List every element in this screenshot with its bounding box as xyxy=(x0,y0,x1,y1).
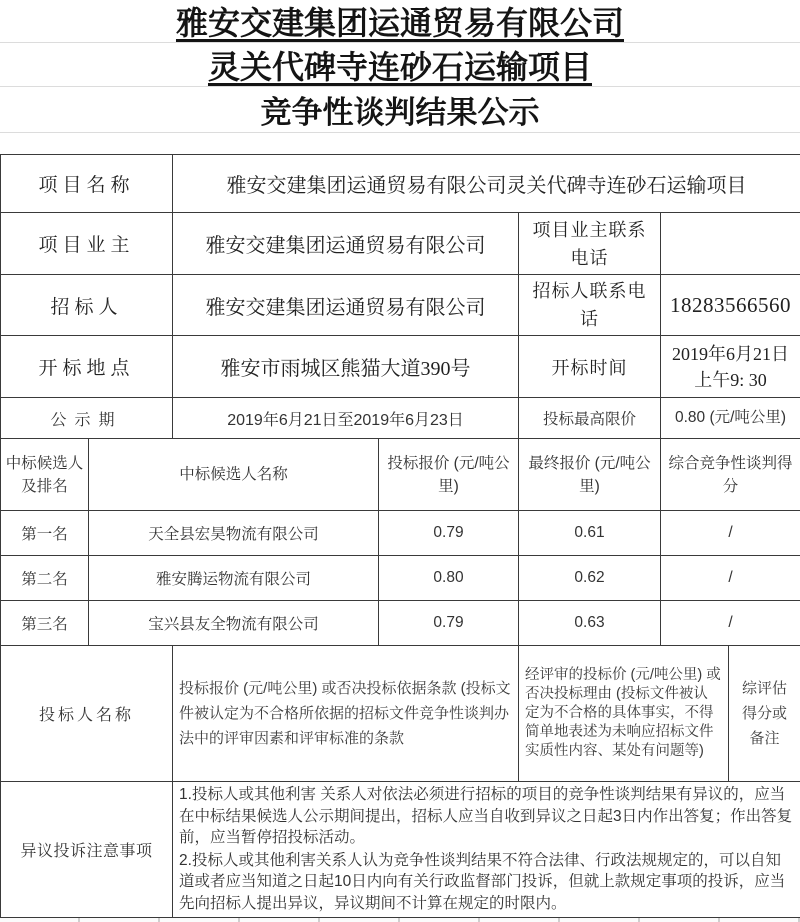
page-title-line-2 xyxy=(0,43,800,87)
info-row-label: 公示期 xyxy=(1,398,173,439)
candidate-row-1 xyxy=(1,511,800,556)
candidate-name: 天全县宏昊物流有限公司 xyxy=(89,511,379,556)
table-row-bid-opening xyxy=(1,336,800,398)
candidate-score: / xyxy=(661,511,800,556)
info-row-label: 开标地点 xyxy=(1,336,173,398)
title-block xyxy=(0,0,800,154)
info-row-value: 2019年6月21日至2019年6月23日 xyxy=(173,398,519,439)
page-title-result: 竞争性谈判结果公示 xyxy=(260,95,540,130)
review-reason-text: 经评审的投标价 (元/吨公里) 或否决投标理由 (投标文件被认定为不合格的具体事实，不得简单地表述为未响应招标文件实质性内容、某处有问题等) xyxy=(519,646,729,782)
table-row-publicity-period xyxy=(1,398,800,439)
info-row-label: 项目业主 xyxy=(1,213,173,275)
page-title-project: 灵关代碑寺连砂石运输项目 xyxy=(207,48,592,85)
page-title-line-3 xyxy=(0,87,800,133)
info-row-value: 雅安交建集团运通贸易有限公司 xyxy=(173,275,519,336)
candidate-bid: 0.79 xyxy=(379,601,519,646)
candidate-final-price: 0.63 xyxy=(519,601,661,646)
bid-time-value: 2019年6月21日上午9: 30 xyxy=(661,336,800,398)
page-title-line-1 xyxy=(0,0,800,43)
tenderer-phone-value: 18283566560 xyxy=(661,275,800,336)
max-price-label: 投标最高限价 xyxy=(519,398,661,439)
info-row-label: 项目名称 xyxy=(1,155,173,213)
spreadsheet-grid-strip xyxy=(0,918,800,922)
bid-basis-text: 投标报价 (元/吨公里) 或否决投标依据条款 (投标文件被认定为不合格所依据的招标文件竞争性谈判办法中的评审因素和评审标准的条款 xyxy=(173,646,519,782)
candidate-bid: 0.80 xyxy=(379,556,519,601)
candidate-final-price: 0.61 xyxy=(519,511,661,556)
bidder-name-label: 投标人名称 xyxy=(1,646,173,782)
objection-row xyxy=(1,782,800,918)
candidates-header-rank: 中标候选人及排名 xyxy=(1,439,89,511)
contact-value xyxy=(661,213,800,275)
candidate-name: 雅安腾运物流有限公司 xyxy=(89,556,379,601)
info-row-label: 招标人 xyxy=(1,275,173,336)
bid-time-label: 开标时间 xyxy=(519,336,661,398)
table-row-project-owner xyxy=(1,213,800,275)
objection-para-2: 2.投标人或其他利害关系人认为竞争性谈判结果不符合法律、行政法规规定的，可以自知道或者应当知道之日起10日内向有关行政监督部门投诉，但就上款规定事项的投诉，应当先向招标人提出异议，异议期间不计算在规定的时限内。 xyxy=(179,851,786,912)
candidates-header-row xyxy=(1,439,800,511)
contact-label: 项目业主联系电话 xyxy=(519,213,661,275)
objection-text-cell xyxy=(173,782,800,918)
candidate-row-3 xyxy=(1,601,800,646)
table-row-tenderer xyxy=(1,275,800,336)
page-title-company: 雅安交建集团运通贸易有限公司 xyxy=(175,5,624,41)
candidates-header-score: 综合竞争性谈判得分 xyxy=(661,439,800,511)
title-spacer xyxy=(0,133,800,154)
contact-label: 招标人联系电话 xyxy=(519,275,661,336)
candidates-header-bid: 投标报价 (元/吨公里) xyxy=(379,439,519,511)
candidate-name: 宝兴县友全物流有限公司 xyxy=(89,601,379,646)
objection-label: 异议投诉注意事项 xyxy=(1,782,173,918)
max-price-value: 0.80 (元/吨公里) xyxy=(661,398,800,439)
candidate-bid: 0.79 xyxy=(379,511,519,556)
info-row-value: 雅安市雨城区熊猫大道390号 xyxy=(173,336,519,398)
candidates-header-name: 中标候选人名称 xyxy=(89,439,379,511)
info-row-value: 雅安交建集团运通贸易有限公司 xyxy=(173,213,519,275)
candidate-score: / xyxy=(661,556,800,601)
candidate-score: / xyxy=(661,601,800,646)
candidate-rank: 第二名 xyxy=(1,556,89,601)
table-row-project-name xyxy=(1,155,800,213)
candidates-header-final: 最终报价 (元/吨公里) xyxy=(519,439,661,511)
candidate-final-price: 0.62 xyxy=(519,556,661,601)
objection-para-1: 1.投标人或其他利害 关系人对依法必须进行招标的项目的竞争性谈判结果有异议的，应当在中标结果候选人公示期间提出，招标人应当自收到异议之日起3日内作出答复；作出答复前，应当暂停招投标活动。 xyxy=(179,786,793,846)
score-remark-label: 综评估得分或备注 xyxy=(729,646,800,782)
info-row-value: 雅安交建集团运通贸易有限公司灵关代碑寺连砂石运输项目 xyxy=(173,155,800,213)
candidate-rank: 第三名 xyxy=(1,601,89,646)
candidate-rank: 第一名 xyxy=(1,511,89,556)
bidder-criteria-row xyxy=(1,646,800,782)
candidate-row-2 xyxy=(1,556,800,601)
announcement-table xyxy=(0,154,800,918)
